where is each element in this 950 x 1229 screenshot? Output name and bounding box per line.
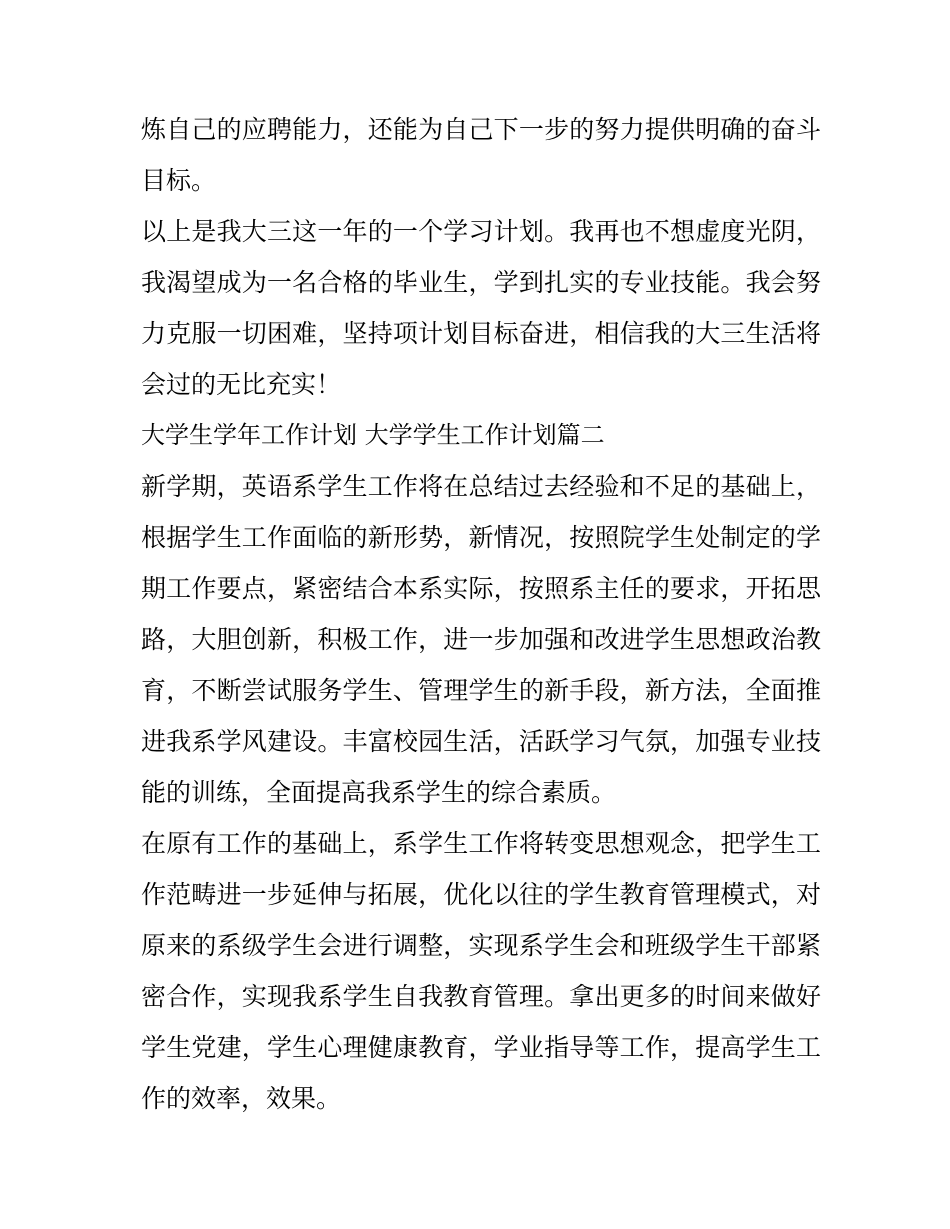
section-title: 大学生学年工作计划 大学学生工作计划篇二 xyxy=(141,421,605,449)
paragraph-work-basis: 在原有工作的基础上，系学生工作将转变思想观念，把学生工作范畴进一步延伸与拓展，优化以往的学生教育管理模式，对原来的系级学生会进行调整，实现系学生会和班级学生干部紧密合作，实现我系学生自我教育管理。拿出更多的时间来做好学生党建，学生心理健康教育，学业指导等工作，提高学生工作的效率，效果。 xyxy=(141,829,821,1113)
paragraph-continuation: 炼自己的应聘能力，还能为自己下一步的努力提供明确的奋斗目标。 xyxy=(141,115,821,195)
paragraph-summary: 以上是我大三这一年的一个学习计划。我再也不想虚度光阴，我渴望成为一名合格的毕业生，学到扎实的专业技能。我会努力克服一切困难，坚持项计划目标奋进，相信我的大三生活将会过的无比充实！ xyxy=(141,217,821,399)
document-body xyxy=(141,104,821,1124)
paragraph-new-semester: 新学期，英语系学生工作将在总结过去经验和不足的基础上，根据学生工作面临的新形势，新情况，按照院学生处制定的学期工作要点，紧密结合本系实际，按照系主任的要求，开拓思路，大胆创新，积极工作，进一步加强和改进学生思想政治教育，不断尝试服务学生、管理学生的新手段，新方法，全面推进我系学风建设。丰富校园生活，活跃学习气氛，加强专业技能的训练，全面提高我系学生的综合素质。 xyxy=(141,472,821,807)
